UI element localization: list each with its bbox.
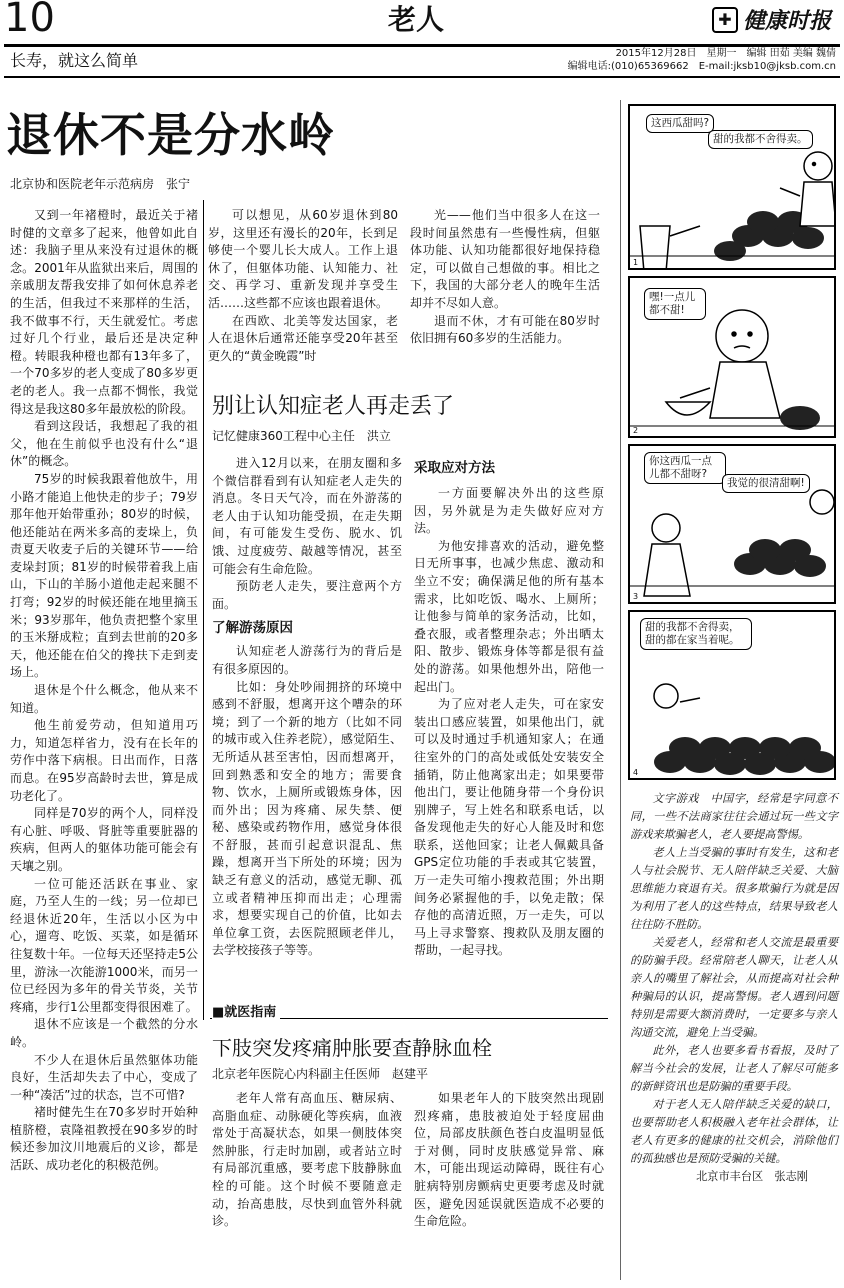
contact-info: 编辑电话:(010)65369662 E-mail:jksb10@jksb.com.cn (567, 61, 836, 72)
buyer-figure (640, 226, 700, 270)
comic-panel-4-number: 4 (633, 768, 639, 777)
logo-icon: ✚ (712, 7, 738, 33)
article1-paragraph: 光——他们当中很多人在这一段时间虽然患有一些慢性病，但躯体功能、认知功能都很好地保持稳定，可以做自己想做的事。相比之下，我国的大部分老人的晚年生活却并不尽如人意。 (410, 208, 600, 310)
article1-title: 退休不是分水岭 (6, 108, 335, 162)
article2-paragraph: 认知症老人游荡行为的背后是有很多原因的。 (212, 644, 402, 676)
comic-panel-1-number: 1 (633, 258, 639, 267)
caption-paragraph: 对于老人无人陪伴缺乏关爱的缺口，也要帮助老人积极融入老年社会群体，让老人有更多的健康的社交机会，消除他们的孤独感也是预防受骗的关键。 (630, 1098, 838, 1165)
article2-byline: 记忆健康360工程中心主任 洪立 (212, 429, 391, 443)
article1-column1 (10, 207, 198, 1287)
article1-paragraph: 又到一年褚橙时，最近关于褚时健的文章多了起来，他曾如此自述：我脑子里从来没有过退休的概念。2001年从监狱出来后，周围的亲戚朋友帮我安排了如何休息养老的生活，但我过不来那样的生活，我不做事不行，天生就爱忙。考虑过好几个行业，最后还是决定种橙。转眼我种橙也都有13年多了，一个70多岁的老人变成了80多岁更老的老人。我一点都不惆怅，我觉得这是我这80多年最放松的阶段。 (10, 208, 198, 416)
article1-paragraph: 同样是70岁的两个人，同样没有心脏、呼吸、肾脏等重要脏器的疾病，但两人的躯体功能可能会有天壤之别。 (10, 806, 198, 873)
watermelon-pile (734, 539, 826, 577)
article3-column1 (212, 1090, 402, 1286)
article1-paragraph: 可以想见，从60岁退休到80岁，这里还有漫长的20年，长到足够使一个婴儿长大成人。工作上退休了，但躯体功能、认知能力、社交、再学习、重新发现并享受生活……这些都不应该也跟着退休。 (208, 208, 398, 310)
article1-paragraph: 褚时健先生在70多岁时开始种植脐橙，袁隆祖教授在90多岁的时候还参加汶川地震后的义诊，都是活跃、成功老化的积极范例。 (10, 1105, 198, 1173)
article1-paragraph: 退而不休，才有可能在80岁时依旧拥有60多岁的生活能力。 (410, 313, 600, 346)
date-editor: 2015年12月28日 星期一 编辑 田茹 美编 魏倩 (615, 48, 836, 59)
comic-panel-3-number: 3 (633, 592, 639, 601)
watermelon-pile (654, 737, 836, 775)
article1-paragraph: 不少人在退休后虽然躯体功能良好，生活却失去了中心，变成了一种“凑活”过的状态，岂不可惜? (10, 1052, 198, 1102)
article1-paragraph: 退休是个什么概念，他从来不知道。 (10, 683, 198, 715)
seller-figure (810, 490, 834, 514)
seller-figure (654, 684, 700, 708)
article1-paragraph: 75岁的时候我跟着他放牛，用小路才能追上他快走的步子；79岁那年他开始带重孙；80岁的时候，他还能站在两米多高的麦垛上，负责夏天收麦子后的关键环节——给麦垛封顶；81岁的时候带着我上庙山，下山的羊肠小道他走起来腿不打弯；92岁的时候还能在地里摘玉米；93岁那年，他负责把整个家里的玉米掰成粒；直到去世前的20多天，他还能在伯父的搀扶下走到麦场上。 (10, 471, 198, 680)
article1-paragraph: 看到这段话，我想起了我的祖父，他在生前似乎也没有什么“退休”的概念。 (10, 419, 198, 469)
article3-title: 下肢突发疼痛肿胀要查静脉血栓 (212, 1036, 492, 1060)
article3-byline: 北京老年医院心内科副主任医师 赵建平 (212, 1067, 429, 1081)
article1-byline: 北京协和医院老年示范病房 张宁 (10, 177, 191, 191)
comic-panel-4-bubble-1: 甜的我都不舍得卖，甜的都在家当着呢。 (640, 618, 752, 650)
comic-panel-2 (628, 276, 836, 438)
article2-paragraph: 预防老人走失，要注意两个方面。 (212, 579, 402, 611)
caption-author: 北京市丰台区 张志刚 (696, 1170, 808, 1183)
page-number: 10 (4, 0, 55, 41)
article2-subheading-causes: 了解游荡原因 (212, 620, 293, 637)
article2-paragraph: 进入12月以来，在朋友圈和多个微信群看到有认知症老人走失的消息。冬日天气冷，而在外游荡的老人由于认知功能受损，在走失期间，有可能发生受伤、脱水、饥饿、过度疲劳、敲越等情况，甚至可能会有生命危险。 (212, 456, 402, 576)
logo-text: 健康时报 (743, 8, 832, 34)
comic-panel-2-bubble-1: 嘿!一点儿都不甜! (644, 288, 706, 320)
article2-subheading-methods: 采取应对方法 (414, 460, 495, 476)
caption-paragraph: 关爱老人，经常和老人交流是最重要的防骗手段。经常陪老人聊天，让老人从亲人的嘴里了解社会，从而提高对社会种种骗局的认识，提高警惕。老人遇到问题特别是需要大额消费时，一定要多与亲人沟通交流，避免上当受骗。 (630, 936, 838, 1039)
caption-paragraph: 老人上当受骗的事时有发生，这和老人与社会脱节、无人陪伴缺乏关爱、大脑思维能力衰退有关。很多欺骗行为就是因为利用了老人的这些特点，结果导致老人往往防不胜防。 (630, 846, 838, 931)
article3-column2 (414, 1090, 604, 1286)
comic-panel-3-bubble-2: 我觉的很清甜啊! (722, 474, 810, 493)
article1-paragraph: 一位可能还活跃在事业、家庭，乃至人生的一线；另一位却已经退休近20年，生活以小区为中心，遛弯、吃饭、买菜，如是循环往复数十年。一位每天还坚持走5公里，游泳一次能游1000米，而另一位已经因为多年的骨关节炎，关节疼痛，步行1公里都变得很困难了。 (10, 876, 198, 1014)
caption-paragraph: 文字游戏 中国字，经常是字同意不同，一些不法商家往往会通过玩一些文字游戏来欺骗老人，老人要提高警惕。 (630, 792, 838, 841)
buyer-figure (644, 514, 690, 596)
article3-paragraph: 老年人常有高血压、糖尿病、高脂血症、动脉硬化等疾病，血液常处于高凝状态，如果一侧肢体突然肿胀，行走时加剧，或者站立时有局部沉重感，要考虑下肢静脉血栓的可能。这个时候不要随意走动，抬高患肢，尽快到血管外科就诊。 (212, 1091, 402, 1229)
column-tag: 长寿，就这么简单 (10, 51, 139, 70)
article3-paragraph: 如果老年人的下肢突然出现剧烈疼痛，患肢被迫处于轻度屈曲位，局部皮肤颜色苍白皮温明显低于对侧，同时皮肤感觉异常、麻木，可能出现运动障碍，既往有心脏病特别房颤病史更要考虑及时就医，避免因延误就医造成不必要的生命危险。 (414, 1091, 604, 1229)
comic-panel-1-bubble-1: 这西瓜甜吗? (646, 114, 714, 133)
article1-paragraph: 在西欧、北美等发达国家，老人在退休后通常还能享受20年甚至更久的“黄金晚霞”时 (208, 313, 398, 363)
comic-panel-3 (628, 444, 836, 604)
comic-panel-3-bubble-1: 你这西瓜一点儿都不甜呀? (644, 452, 726, 484)
comic-panel-1 (628, 104, 836, 270)
comic-panel-1-bubble-2: 甜的我都不舍得卖。 (708, 130, 813, 149)
article1-column3 (410, 207, 600, 385)
article2-paragraph: 比如：身处吵闹拥挤的环境中感到不舒服，想离开这个嘈杂的环境；到了一个新的地方（比如不同的城市或入住养老院），感觉陌生、无所适从甚至害怕，因而想离开，回到熟悉和安全的地方；需要食物、饮水，上厕所或锻炼身体，因而外出；因为疼痛、尿失禁、便秘、感染或药物作用，感觉身体很不舒服，甚而引起意识混乱、焦躁，想离开当下所处的环境；因为缺乏有意义的活动，感觉无聊、孤立或者精神压抑而出走；心理需求，想要实现自己的价值，比如去单位拿工资，去医院照顾老伴儿，去学校接孩子等等。 (212, 679, 402, 958)
article2-paragraph: 为了应对老人走失，可在家安装出口感应装置，如果他出门，就可以及时通过手机通知家人；在通往室外的门的高处或低处安装安全插销，防止他离家出走；如果要带他出门，要让他随身带一个身份识别牌子，写上姓名和联系电话，以备发现他走失的好心人能及时和您联系，送他回家；让老人佩戴具备GPS定位功能的手表或其它装置，万一走失可缩小搜救范围；外出期间务必紧握他的手，以免走散；保存他的高清近照，万一走失，可以马上寻求警察、搜救队及朋友圈的帮助，一起寻找。 (414, 697, 604, 958)
comic-panel-4 (628, 610, 836, 780)
comic-panel-2-number: 2 (633, 426, 639, 435)
article2-paragraph: 为他安排喜欢的活动，避免整日无所事事，也减少焦虑、激动和坐立不安；确保满足他的所有基本需求，比如吃饭、喝水、上厕所；让他参与简单的家务活动，比如，叠衣服，或者整理杂志；外出晒太阳、散步、锻炼身体等都是很有益处的游荡。如果他想外出，陪他一起出门。 (414, 538, 604, 694)
article2-title: 别让认知症老人再走丢了 (212, 394, 455, 419)
newspaper-logo (712, 4, 831, 36)
article3-section-tag: ■就医指南 (212, 1004, 280, 1022)
comic-caption (630, 790, 838, 1270)
article1-paragraph: 退休不应该是一个截然的分水岭。 (10, 1017, 198, 1049)
article1-paragraph: 他生前爱劳动，但知道用巧力，知道怎样省力，没有在长年的劳作中落下病根。日出而作，日落而息。在95岁高龄时去世，算是成功老化了。 (10, 718, 198, 803)
article2-column-a (212, 455, 402, 1011)
caption-paragraph: 此外，老人也要多看书看报，及时了解当今社会的发展，让老人了解尽可能多的新鲜资讯也是防骗的重要手段。 (630, 1044, 838, 1093)
article1-column2 (208, 207, 398, 385)
article2-column-b (414, 457, 604, 1013)
article2-paragraph: 一方面要解决外出的这些原因，另外就是为走失做好应对方法。 (414, 486, 604, 536)
section-title: 老人 (388, 3, 445, 36)
